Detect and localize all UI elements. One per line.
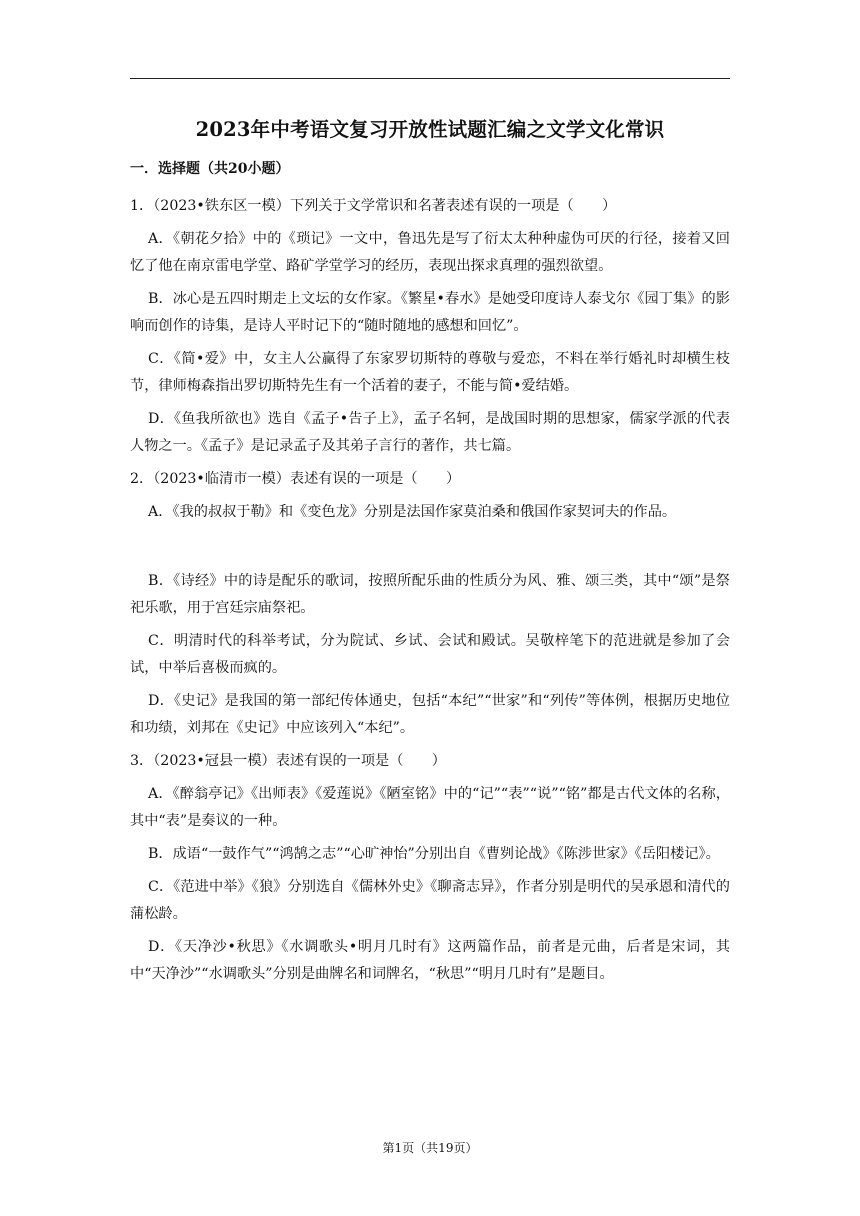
document-title: 2023年中考语文复习开放性试题汇编之文学文化常识: [195, 118, 665, 141]
question-stem: 3．（2023•冠县一模）表述有误的一项是（ ）: [130, 753, 446, 769]
question-list: [130, 193, 730, 994]
option-a: A．《醉翁亭记》《出师表》《爱莲说》《陋室铭》中的“记”“表”“说”“铭”都是古代文体的名称，其中“表”是奏议的一种。: [130, 786, 730, 829]
option-b: B．冰心是五四时期走上文坛的女作家。《繁星•春水》是她受印度诗人泰戈尔《园丁集》的影响而创作的诗集，是诗人平时记下的“随时随地的感想和回忆”。: [130, 291, 730, 334]
option-d: D．《天净沙•秋思》《水调歌头•明月几时有》这两篇作品，前者是元曲，后者是宋词，其中“天净沙”“水调歌头”分别是曲牌名和词牌名，“秋思”“明月几时有”是题目。: [130, 939, 730, 982]
section-heading: 一．选择题（共20小题）: [130, 161, 290, 177]
page-footer: 第1页（共19页）: [382, 1141, 478, 1155]
blank-space: [130, 532, 730, 568]
option-d: D．《史记》是我国的第一部纪传体通史，包括“本纪”“世家”和“列传”等体例，根据历史地位和功绩，刘邦在《史记》中应该列入“本纪”。: [130, 693, 730, 736]
question-1: [130, 193, 730, 460]
option-a: A．《我的叔叔于勒》和《变色龙》分别是法国作家莫泊桑和俄国作家契诃夫的作品。: [148, 504, 677, 520]
question-2: [130, 466, 730, 742]
option-c: C．《范进中举》《狼》分别选自《儒林外史》《聊斋志异》，作者分别是明代的吴承恩和清代的蒲松龄。: [130, 879, 730, 922]
question-3: [130, 748, 730, 988]
question-stem: 2．（2023•临清市一模）表述有误的一项是（ ）: [130, 471, 461, 487]
option-b: B．成语“一鼓作气”“鸿鹄之志”“心旷神怡”分别出自《曹刿论战》《陈涉世家》《岳阳楼记》。: [148, 846, 720, 862]
option-c: C．明清时代的科举考试，分为院试、乡试、会试和殿试。吴敬梓笔下的范进就是参加了会试，中举后喜极而疯的。: [130, 633, 730, 676]
option-c: C．《简•爱》中，女主人公赢得了东家罗切斯特的尊敬与爱恋，不料在举行婚礼时却横生枝节，律师梅森指出罗切斯特先生有一个活着的妻子，不能与简•爱结婚。: [130, 351, 730, 394]
question-stem: 1．（2023•铁东区一模）下列关于文学常识和名著表述有误的一项是（ ）: [130, 198, 617, 214]
option-b: B．《诗经》中的诗是配乐的歌词，按照所配乐曲的性质分为风、雅、颂三类，其中“颂”是祭祀乐歌，用于宫廷宗庙祭祀。: [130, 573, 730, 616]
header-rule: [130, 78, 730, 79]
option-d: D．《鱼我所欲也》选自《孟子•告子上》，孟子名轲，是战国时期的思想家，儒家学派的代表人物之一。《孟子》是记录孟子及其弟子言行的著作，共七篇。: [130, 411, 730, 454]
option-a: A．《朝花夕拾》中的《琐记》一文中，鲁迅先是写了衍太太种种虚伪可厌的行径，接着又回忆了他在南京雷电学堂、路矿学堂学习的经历，表现出探求真理的强烈欲望。: [130, 231, 730, 274]
